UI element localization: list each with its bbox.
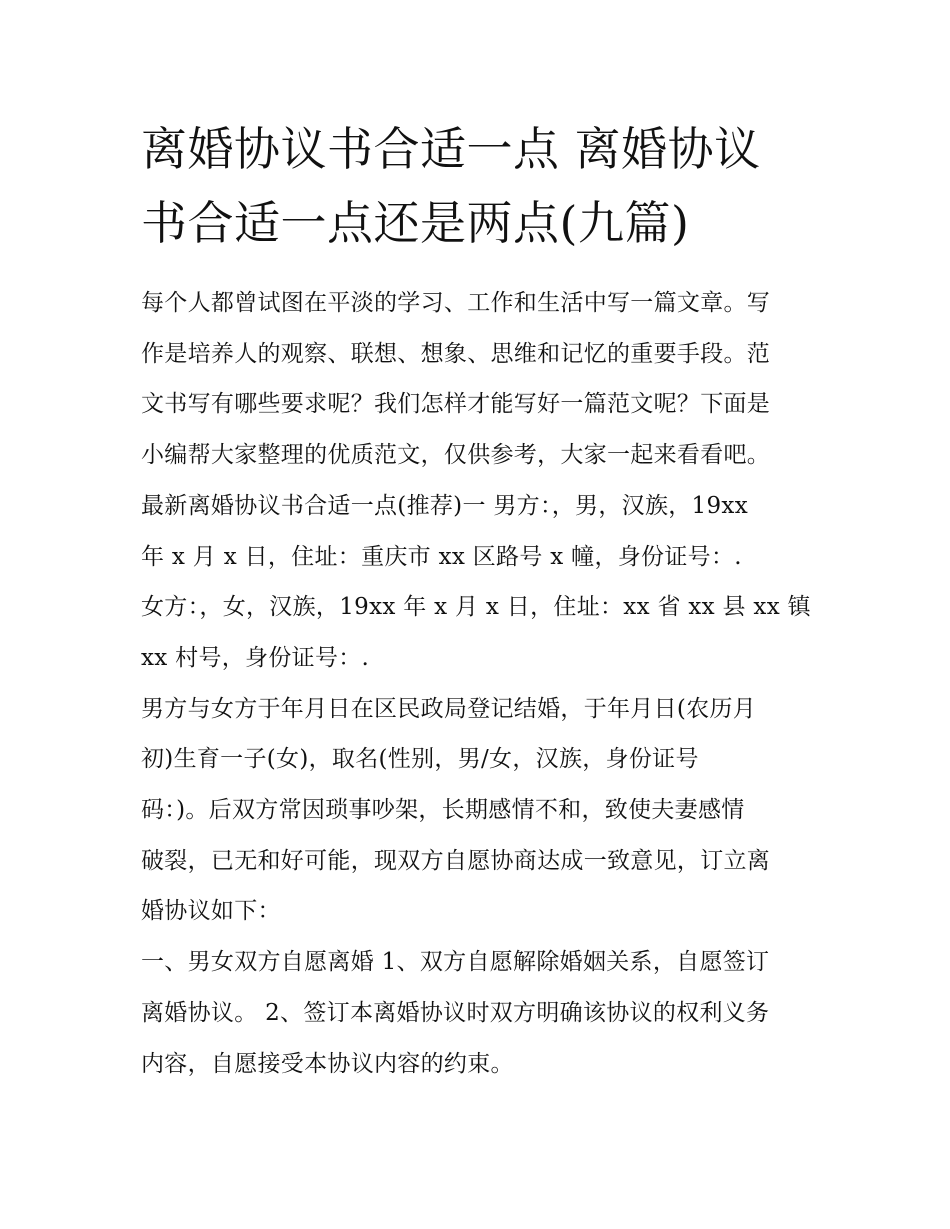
body-line: 每个人都曾试图在平淡的学习、工作和生活中写一篇文章。写 [141, 290, 771, 316]
body-line: 最新离婚协议书合适一点(推荐)一 男方：，男，汉族，19xx [141, 492, 748, 519]
body-line: 作是培养人的观察、联想、想象、思维和记忆的重要手段。范 [141, 340, 771, 367]
body-line: 内容，自愿接受本协议内容的约束。 [141, 1050, 514, 1077]
document-title [141, 112, 816, 260]
title-line: 离婚协议书合适一点 离婚协议 [141, 122, 761, 176]
body-line: 一、男女双方自愿离婚 1、双方自愿解除婚姻关系，自愿签订 [141, 949, 770, 976]
document-body [141, 278, 816, 1089]
body-line: 初)生育一子(女)，取名(性别，男/女，汉族，身份证号 [141, 746, 699, 773]
body-line: 码：)。后双方常因琐事吵架，长期感情不和，致使夫妻感情 [141, 797, 745, 824]
body-line: 男方与女方于年月日在区民政局登记结婚，于年月日(农历月 [141, 695, 757, 722]
body-line: xx 村号，身份证号：. [141, 644, 370, 671]
title-line: 书合适一点还是两点(九篇) [141, 196, 690, 250]
body-line: 小编帮大家整理的优质范文，仅供参考，大家一起来看看吧。 [141, 442, 771, 469]
body-line: 离婚协议。 2、签订本离婚协议时双方明确该协议的权利义务 [141, 999, 770, 1026]
body-line: 破裂，已无和好可能，现双方自愿协商达成一致意见，订立离 [141, 847, 771, 874]
document-content [141, 112, 816, 1089]
body-line: 婚协议如下： [141, 898, 281, 925]
body-line: 年 x 月 x 日，住址：重庆市 xx 区路号 x 幢，身份证号：. [141, 543, 742, 570]
body-line: 女方：，女，汉族，19xx 年 x 月 x 日，住址：xx 省 xx 县 xx 镇 [141, 594, 811, 621]
body-line: 文书写有哪些要求呢？我们怎样才能写好一篇范文呢？下面是 [141, 391, 771, 418]
